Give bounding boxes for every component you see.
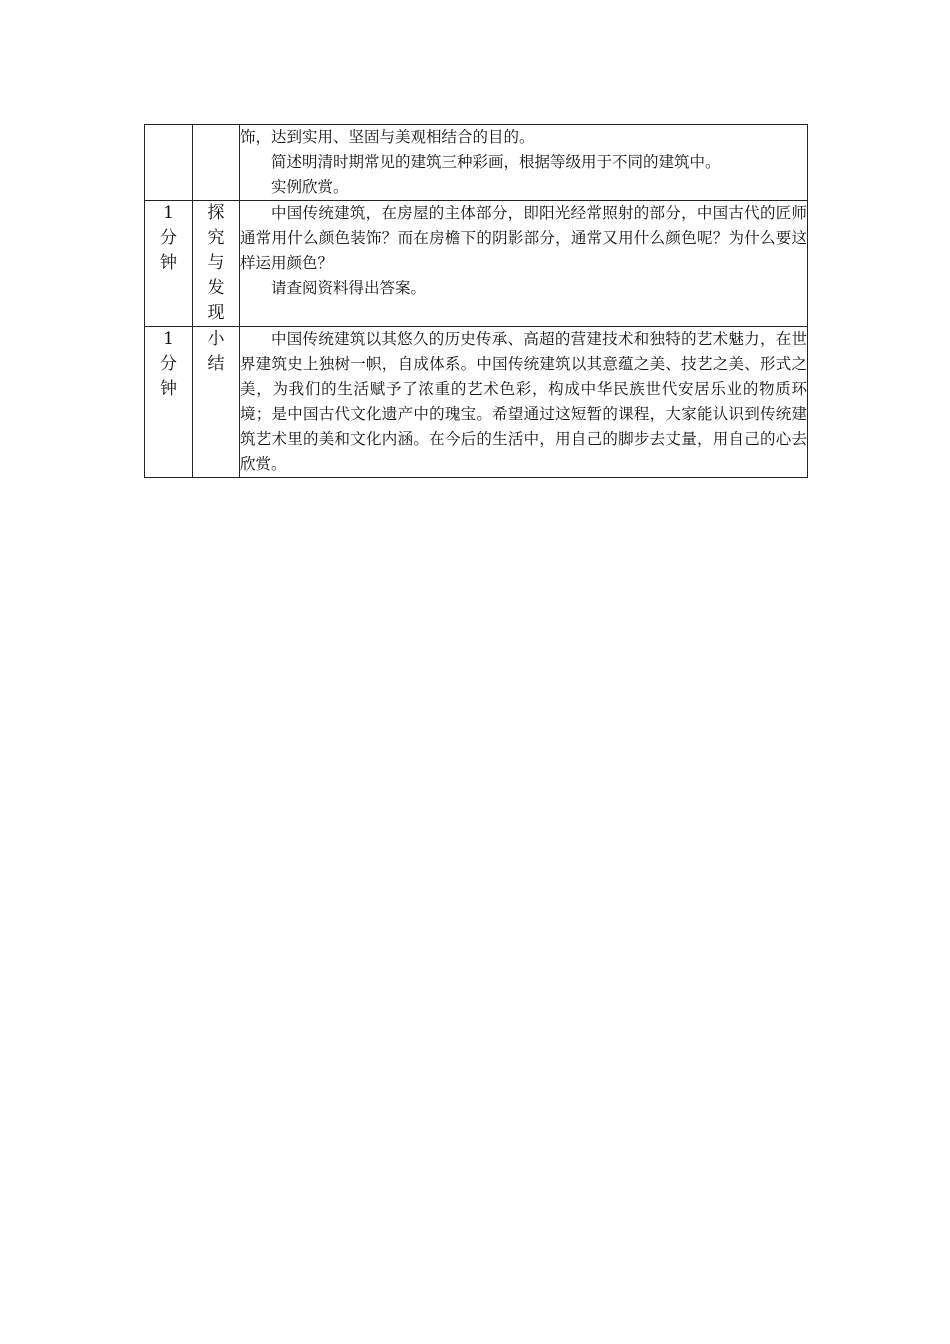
content-paragraph: 中国传统建筑，在房屋的主体部分，即阳光经常照射的部分，中国古代的匠师通常用什么颜色装饰？而在房檐下的阴影部分，通常又用什么颜色呢？为什么要这样运用颜色？ bbox=[240, 204, 807, 272]
time-char: 分 bbox=[160, 228, 177, 248]
time-char: 1 bbox=[163, 329, 174, 349]
content-cell bbox=[240, 125, 808, 201]
stage-char: 发 bbox=[207, 278, 225, 298]
stage-cell bbox=[193, 327, 240, 478]
time-cell bbox=[145, 125, 193, 201]
content-paragraph: 中国传统建筑以其悠久的历史传承、高超的营建技术和独特的艺术魅力，在世界建筑史上独树一帜，自成体系。中国传统建筑以其意蕴之美、技艺之美、形式之美，为我们的生活赋予了浓重的艺术色彩，构成中华民族世代安居乐业的物质环境；是中国古代文化遗产中的瑰宝。希望通过这短暂的课程，大家能认识到传统建筑艺术里的美和文化内涵。在今后的生活中，用自己的脚步去丈量，用自己的心去欣赏。 bbox=[240, 330, 807, 473]
lesson-plan-table bbox=[144, 124, 808, 478]
stage-char: 与 bbox=[207, 253, 225, 273]
table-row bbox=[145, 327, 808, 478]
content-paragraph: 请查阅资料得出答案。 bbox=[271, 279, 427, 297]
time-char: 钟 bbox=[160, 379, 177, 399]
stage-char: 结 bbox=[207, 354, 225, 374]
content-cell bbox=[240, 201, 808, 327]
stage-cell bbox=[193, 125, 240, 201]
stage-char: 究 bbox=[207, 228, 225, 248]
time-char: 1 bbox=[163, 203, 174, 223]
time-cell bbox=[145, 327, 193, 478]
stage-char: 小 bbox=[207, 329, 225, 349]
time-char: 分 bbox=[160, 354, 177, 374]
table-row bbox=[145, 125, 808, 201]
stage-cell bbox=[193, 201, 240, 327]
table-row bbox=[145, 201, 808, 327]
content-paragraph: 实例欣赏。 bbox=[271, 178, 349, 196]
time-char: 钟 bbox=[160, 253, 177, 273]
time-cell bbox=[145, 201, 193, 327]
content-paragraph: 饰，达到实用、坚固与美观相结合的目的。 bbox=[240, 128, 535, 146]
content-paragraph: 简述明清时期常见的建筑三种彩画，根据等级用于不同的建筑中。 bbox=[271, 153, 721, 171]
stage-char: 探 bbox=[207, 203, 225, 223]
stage-char: 现 bbox=[207, 303, 225, 323]
content-cell bbox=[240, 327, 808, 478]
